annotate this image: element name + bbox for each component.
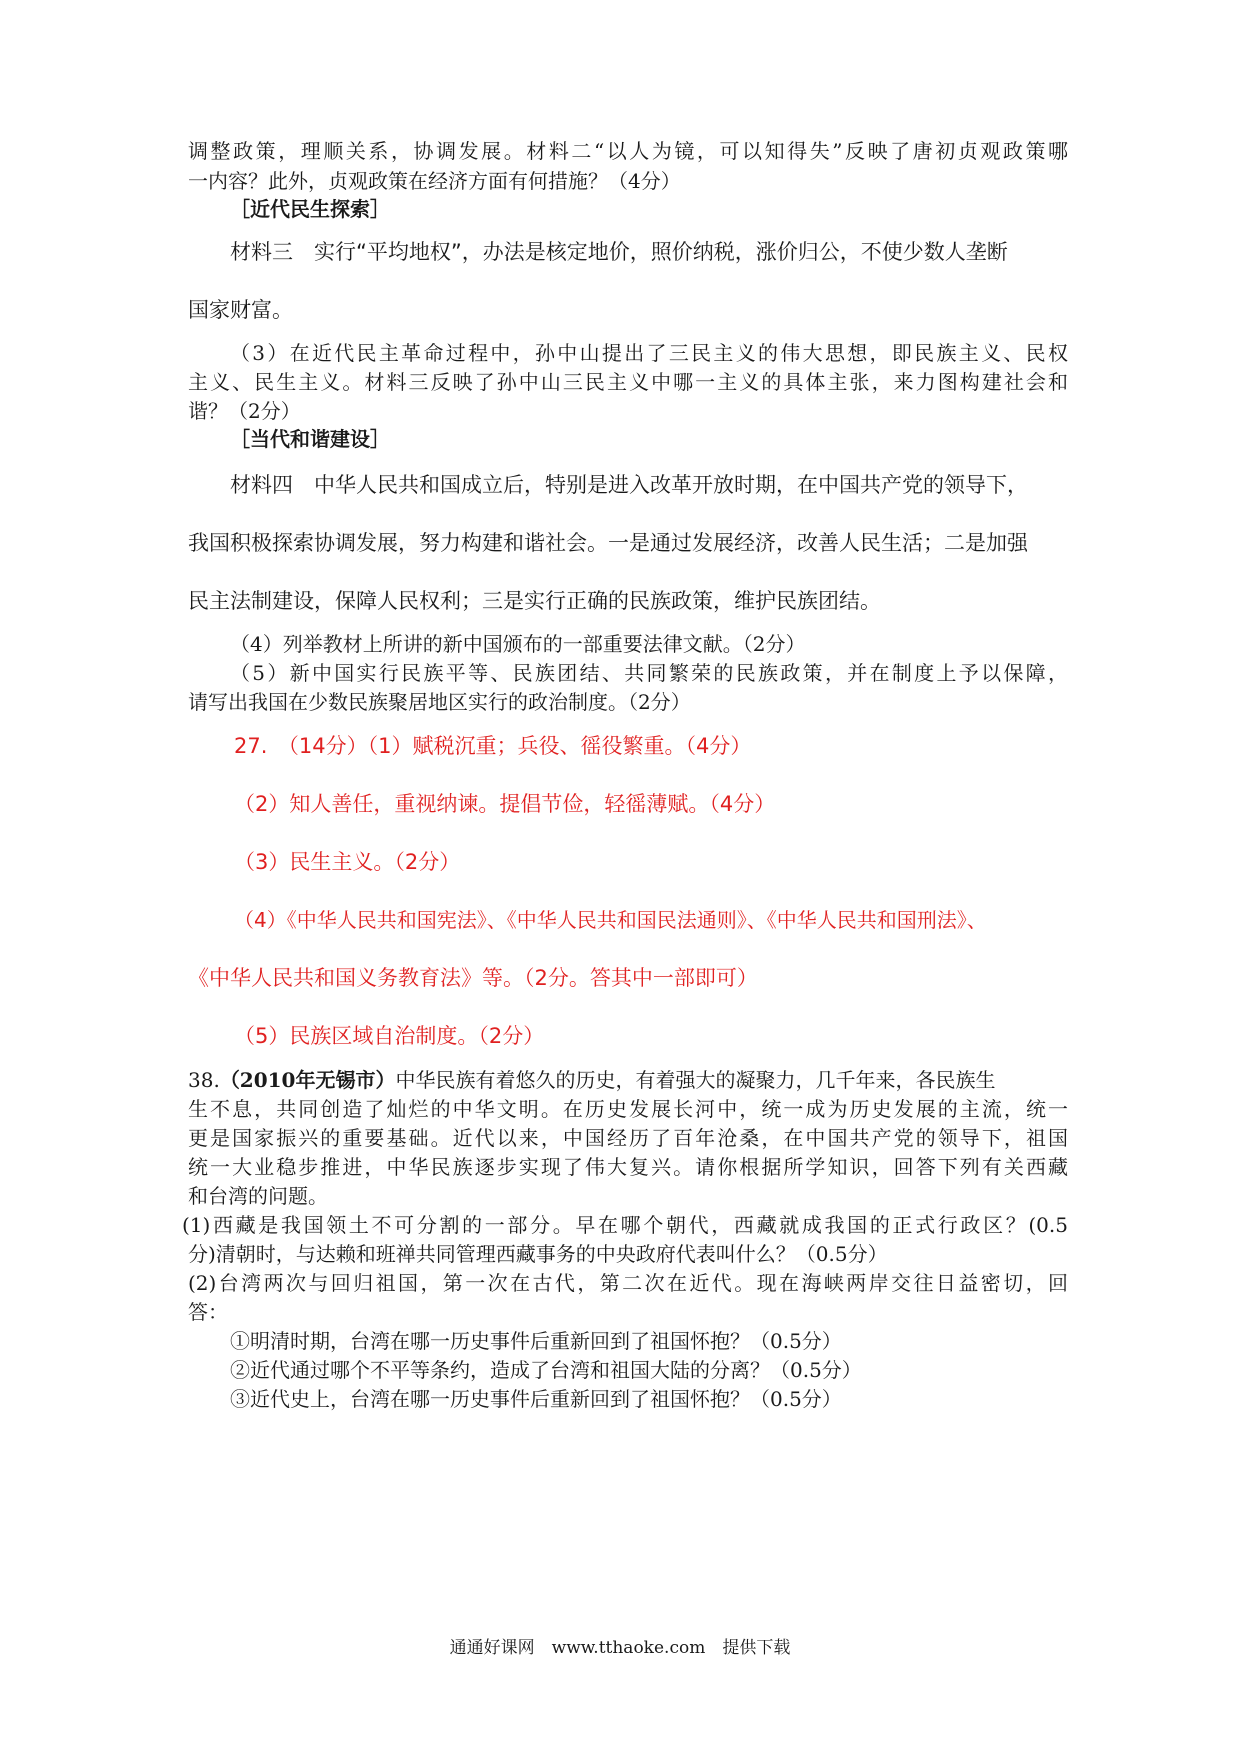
question-text: 中华民族有着悠久的历史，有着强大的凝聚力，几千年来，各民族生 xyxy=(395,1068,996,1092)
sub-question: ①明清时期，台湾在哪一历史事件后重新回到了祖国怀抱？（0.5分） xyxy=(230,1329,842,1353)
question-38-first-line xyxy=(188,1067,1068,1093)
material-text: 国家财富。 xyxy=(188,298,293,322)
answer-line: （3）民生主义。（2分） xyxy=(234,850,461,874)
question-text: （3）在近代民主革命过程中，孙中山提出了三民主义的伟大思想，即民族主义、民权 xyxy=(230,341,1068,365)
question-text: (2)台湾两次与回归祖国，第一次在古代，第二次在近代。现在海峡两岸交往日益密切，回 xyxy=(188,1271,1068,1295)
question-text: (1)西藏是我国领土不可分割的一部分。早在哪个朝代，西藏就成我国的正式行政区？(0.5 xyxy=(182,1213,1068,1237)
answer-line: 27. （14分）（1）赋税沉重；兵役、徭役繁重。（4分） xyxy=(234,734,752,758)
question-text: （5）新中国实行民族平等、民族团结、共同繁荣的民族政策，并在制度上予以保障， xyxy=(230,661,1068,685)
sub-question: ③近代史上，台湾在哪一历史事件后重新回到了祖国怀抱？（0.5分） xyxy=(230,1387,842,1411)
question-text: （4）列举教材上所讲的新中国颁布的一部重要法律文献。（2分） xyxy=(230,632,806,656)
question-text: 和台湾的问题。 xyxy=(188,1184,328,1208)
answer-line: 《中华人民共和国义务教育法》等。（2分。答其中一部即可） xyxy=(188,966,758,990)
material-text: 我国积极探索协调发展，努力构建和谐社会。一是通过发展经济，改善人民生活；二是加强 xyxy=(188,531,1028,555)
question-text: 生不息，共同创造了灿烂的中华文明。在历史发展长河中，统一成为历史发展的主流，统一 xyxy=(188,1097,1068,1121)
text-line: 一内容？此外，贞观政策在经济方面有何措施？（4分） xyxy=(188,169,681,193)
material-text: 民主法制建设，保障人民权利；三是实行正确的民族政策，维护民族团结。 xyxy=(188,589,881,613)
answer-line: （4）《中华人民共和国宪法》、《中华人民共和国民法通则》、《中华人民共和国刑法》、 xyxy=(234,908,987,932)
question-text: 请写出我国在少数民族聚居地区实行的政治制度。（2分） xyxy=(188,690,691,714)
section-heading: ［近代民生探索］ xyxy=(230,197,390,221)
text-line: 调整政策，理顺关系，协调发展。材料二“以人为镜，可以知得失”反映了唐初贞观政策哪 xyxy=(188,139,1068,163)
question-text: 统一大业稳步推进，中华民族逐步实现了伟大复兴。请你根据所学知识，回答下列有关西藏 xyxy=(188,1155,1068,1179)
page-footer: 通通好课网 www.tthaoke.com 提供下载 xyxy=(449,1638,791,1658)
answer-line: （2）知人善任，重视纳谏。提倡节俭，轻徭薄赋。（4分） xyxy=(234,792,776,816)
question-text: 答： xyxy=(188,1300,228,1324)
section-heading: ［当代和谐建设］ xyxy=(230,427,390,451)
question-text: 更是国家振兴的重要基础。近代以来，中国经历了百年沧桑，在中国共产党的领导下，祖国 xyxy=(188,1126,1068,1150)
question-number: 38. xyxy=(188,1068,220,1092)
question-text: 分)清朝时，与达赖和班禅共同管理西藏事务的中央政府代表叫什么？（0.5分） xyxy=(188,1242,888,1266)
question-text: 谐？（2分） xyxy=(188,399,301,423)
answer-line: （5）民族区域自治制度。（2分） xyxy=(234,1024,545,1048)
sub-question: ②近代通过哪个不平等条约，造成了台湾和祖国大陆的分离？（0.5分） xyxy=(230,1358,862,1382)
material-text: 材料四 中华人民共和国成立后，特别是进入改革开放时期，在中国共产党的领导下， xyxy=(230,473,1028,497)
material-text: 材料三 实行“平均地权”，办法是核定地价，照价纳税，涨价归公，不使少数人垄断 xyxy=(230,240,1008,264)
question-source: （2010年无锡市） xyxy=(219,1068,396,1092)
question-text: 主义、民生主义。材料三反映了孙中山三民主义中哪一主义的具体主张，来力图构建社会和 xyxy=(188,370,1068,394)
